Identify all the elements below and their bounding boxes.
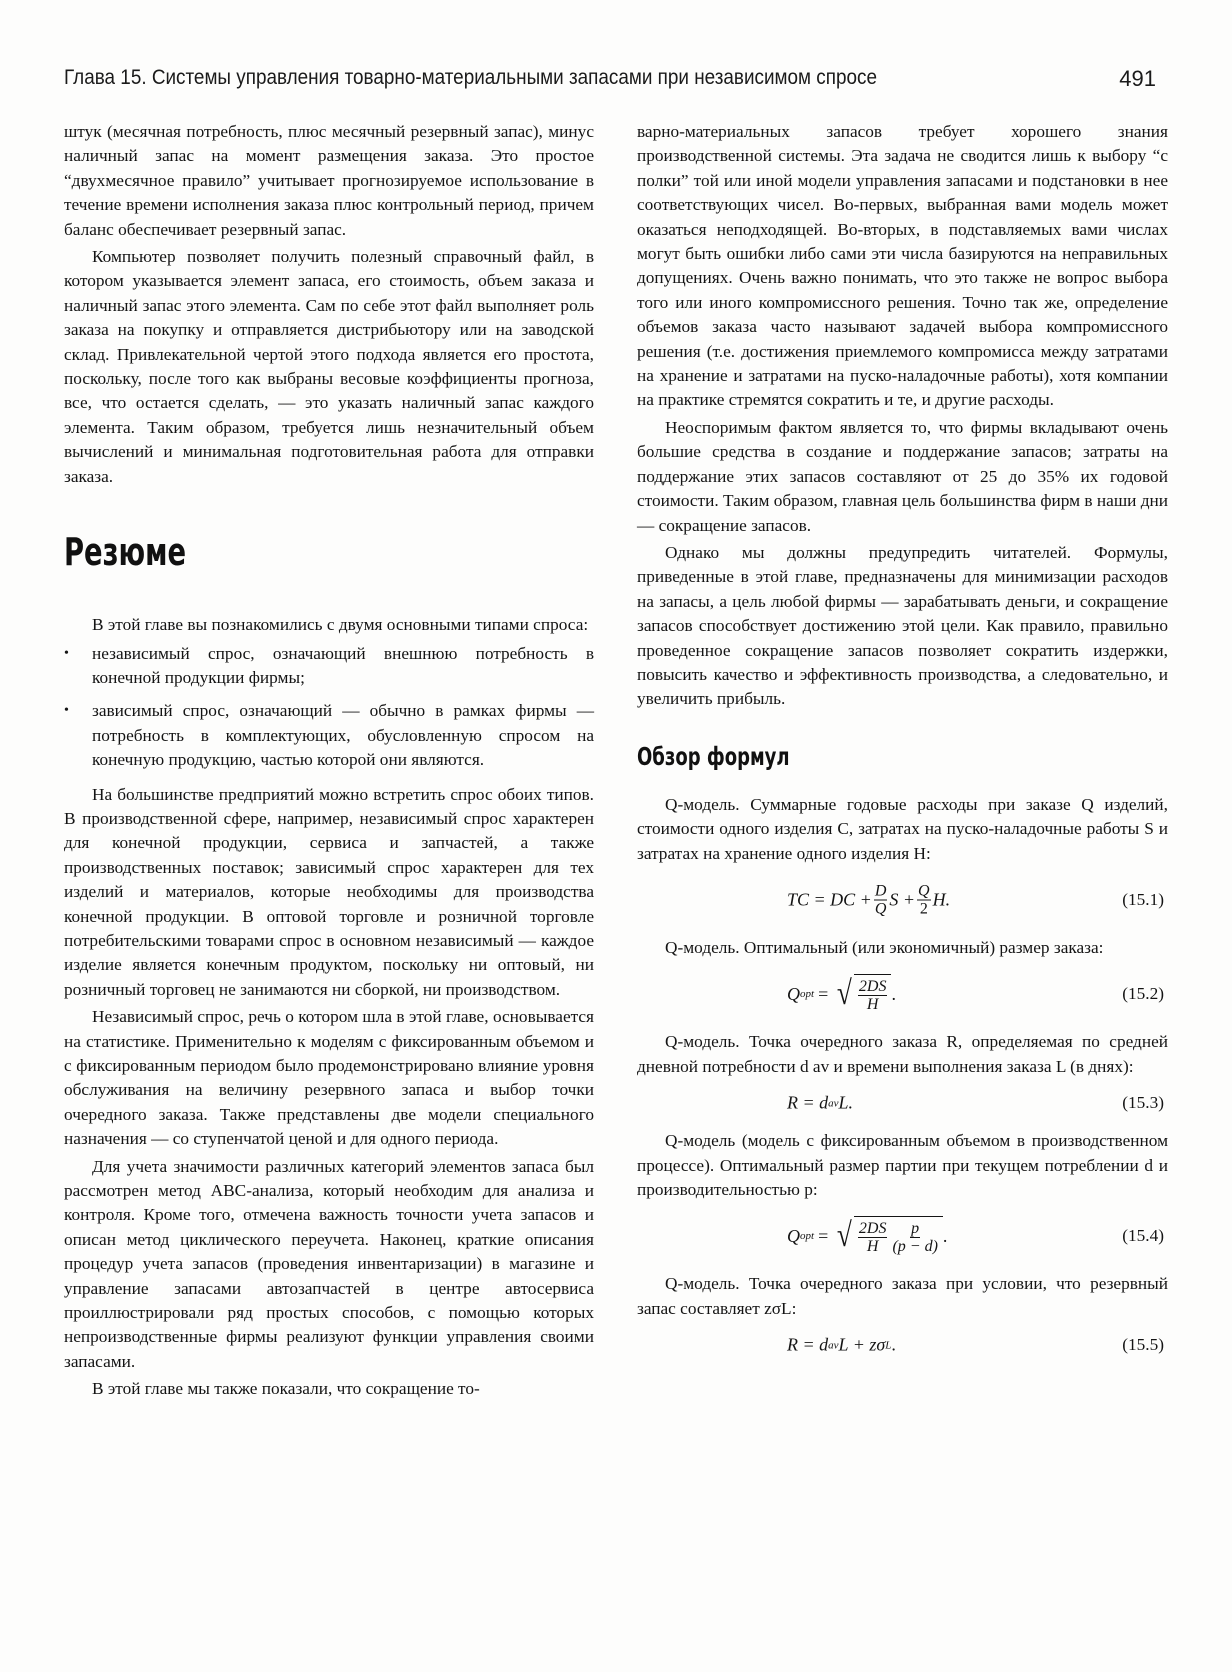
- paragraph: Компьютер позволяет получить полезный справочный файл, в котором указывается элемент запаса, его стоимость, объем заказа и наличный запас этого элемента. Сам по себе этот файл выполняет роль заказа на покупку и отправляется дистрибьютору или на заводской склад. Привлекательной чертой этого подхода является его простота, поскольку, после того как выбраны весовые коэффициенты прогноза, все, что остается сделать, — это указать наличный запас каждого элемента. Таким образом, требуется лишь незначительный объем вычислений и минимальная подготовительная работа для отправки заказа.: [64, 247, 594, 486]
- equation-number: (15.3): [1122, 1093, 1164, 1113]
- formula-description: Q-модель. Оптимальный (или экономичный) размер заказа:: [665, 937, 1104, 957]
- equation-15-1: [637, 870, 1168, 930]
- equation-number: (15.2): [1122, 984, 1164, 1004]
- equation-15-3: [637, 1083, 1168, 1123]
- equation-number: (15.5): [1122, 1335, 1164, 1355]
- list-item: [64, 699, 594, 772]
- equation-number: (15.4): [1122, 1226, 1164, 1246]
- formula-description: Q-модель. Точка очередного заказа R, определяемая по средней дневной потребности d av и времени выполнения заказа L (в днях):: [637, 1032, 1168, 1076]
- equation-body: TC = DC + $\frac{D}{Q}$ S + $\frac{Q}{2}$ H.: [787, 882, 951, 918]
- paragraph: Для учета значимости различных категорий элементов запаса был рассмотрен метод ABC-анализа, который необходим для анализа и контроля. Кроме того, отмечена важность точности учета запасов и описан метод циклического переучета. Наконец, краткие описания процедур учета запасов (проведения инвентаризации) в магазине и управление запасами автозапчастей в центре автосервиса проиллюстрировали ряд простых способов, с помощью которых непроизводственные фирмы реализуют функции управления своими запасами.: [64, 1156, 594, 1371]
- paragraph: Однако мы должны предупредить читателей. Формулы, приведенные в этой главе, предназначены для минимизации расходов на запасы, а цель любой фирмы — зарабатывать деньги, и сокращение запасов способствует достижению этой цели. Как правило, правильно проведенное сокращение запасов позволяет сократить издержки, повысить качество и эффективность производства, а следовательно, и увеличить прибыль.: [637, 542, 1168, 709]
- chapter-header: Глава 15. Системы управления товарно-материальными запасами при независимом спросе: [64, 66, 877, 89]
- equation-body: R = d av L + zσ L .: [787, 1334, 896, 1355]
- right-column: [637, 120, 1168, 1371]
- bullet-list: [64, 642, 594, 773]
- equation-15-2: [637, 964, 1168, 1024]
- equation-body: Q opt = √ $\frac{2DS}{H}$ .: [787, 975, 896, 1014]
- list-item-text: независимый спрос, означающий внешнюю потребность в конечной продукции фирмы;: [92, 643, 594, 687]
- equation-15-4: [637, 1206, 1168, 1266]
- equation-number: (15.1): [1122, 889, 1164, 909]
- paragraph: На большинстве предприятий можно встретить спрос обоих типов. В производственной сфере, например, независимый спрос характерен для конечной продукции, сервиса и запчастей, а также производственных поставок; зависимый спрос характерен для тех изделий и материалов, которые необходимы для производства конечной продукции. В оптовой торговле и розничной торговле потребительскими товарами спрос в основном независимый — каждое изделие является конечным продуктом, поскольку ни оптовый, ни розничный торговец не занимаются ни сборкой, ни производством.: [64, 784, 594, 999]
- equation-body: R = d av L.: [787, 1092, 854, 1113]
- paragraph: штук (месячная потребность, плюс месячный резервный запас), минус наличный запас на момент размещения заказа. Это простое “двухмесячное правило” учитывает прогнозируемое использование в течение времени исполнения заказа плюс контрольный период, причем баланс обеспечивает резервный запас.: [64, 122, 594, 239]
- paragraph: В этой главе мы также показали, что сокращение то-: [92, 1379, 480, 1399]
- section-heading-summary: Резюме: [64, 530, 187, 575]
- subsection-heading-formulas: Обзор формул: [637, 741, 790, 771]
- paragraph: В этой главе вы познакомились с двумя основными типами спроса:: [92, 615, 589, 635]
- formula-description: Q-модель (модель с фиксированным объемом в производственном процессе). Оптимальный размер партии при текущем потреблении d и производительностью p:: [637, 1131, 1168, 1199]
- sqrt-sign: √ $\frac{2DS}{H}$ $\frac{p}{(p - d)}$: [835, 1216, 943, 1256]
- left-column: [64, 120, 594, 1402]
- formula-description: Q-модель. Точка очередного заказа при условии, что резервный запас составляет zσL:: [637, 1274, 1168, 1318]
- paragraph: Неоспоримым фактом является то, что фирмы вкладывают очень большие средства в создание и поддержание запасов; затраты на поддержание этих запасов составляют от 25 до 35% их годовой стоимости. Таким образом, главная цель большинства фирм в наши дни — сокращение запасов.: [637, 417, 1168, 535]
- paragraph: варно-материальных запасов требует хорошего знания производственной системы. Эта задача не сводится лишь к выбору “с полки” той или иной модели управления запасами и подстановки в нее соответствующих чисел. Во-первых, выбранная вами модель может оказаться неподходящей. Во-вторых, в подставляемых вами числах могут быть ошибки либо сами эти числа базируются на неправильных допущениях. Очень важно понимать, что это также не вопрос выбора того или иного компромиссного решения. Точно так же, определение объемов заказа часто называют задачей выбора компромиссного решения (т.е. достижения приемлемого компромисса между затратами на хранение и затратами на пуско-наладочные работы), хотя компании на практике стремятся сократить и те, и другие расходы.: [637, 122, 1168, 410]
- equation-15-5: [637, 1325, 1168, 1365]
- equation-body: Q opt = √ $\frac{2DS}{H}$ $\frac{p}{(p - d)}$ .: [787, 1217, 948, 1256]
- paragraph: Независимый спрос, речь о котором шла в этой главе, основывается на статистике. Применительно к моделям с фиксированным объемом и с фиксированным периодом было продемонстрировано влияние уровня обслуживания на величину резервного запаса и выбор точки очередного заказа. Также представлены две модели специального назначения — со ступенчатой ценой и для одного периода.: [64, 1007, 594, 1149]
- bullet-icon: •: [64, 703, 69, 719]
- bullet-icon: •: [64, 645, 69, 661]
- list-item: [64, 642, 594, 691]
- formula-description: Q-модель. Суммарные годовые расходы при заказе Q изделий, стоимости одного изделия C, затратах на пуско-наладочные работы S и затратах на хранение одного изделия H:: [637, 794, 1168, 863]
- page-number: 491: [1119, 66, 1156, 91]
- sqrt-sign: √ $\frac{2DS}{H}$: [835, 974, 891, 1014]
- list-item-text: зависимый спрос, означающий — обычно в рамках фирмы — потребность в комплектующих, обусловленную спросом на конечную продукцию, частью которой они являются.: [92, 701, 594, 770]
